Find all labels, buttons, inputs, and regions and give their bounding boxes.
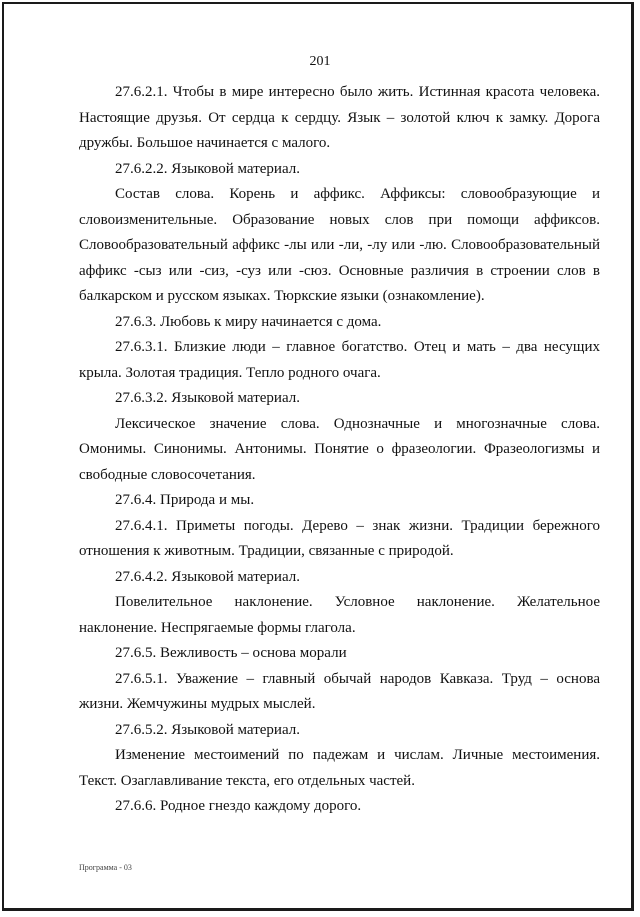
document-body	[79, 80, 600, 820]
heading-27-6-2-2: 27.6.2.2. Языковой материал.	[115, 160, 300, 177]
heading-27-6-5-2: 27.6.5.2. Языковой материал.	[115, 721, 300, 738]
heading-27-6-5: 27.6.5. Вежливость – основа морали	[115, 645, 347, 661]
heading-27-6-6: 27.6.6. Родное гнездо каждому дорого.	[115, 798, 362, 814]
heading-27-6-4-2: 27.6.4.2. Языковой материал.	[115, 568, 300, 585]
heading-27-6-3-2: 27.6.3.2. Языковой материал.	[115, 390, 300, 406]
paragraph-27-6-4-1: 27.6.4.1. Приметы погоды. Дерево – знак жизни. Традиции бережного отношения к животным. Традиции, связанные с природой.	[79, 517, 600, 559]
page-number: 201	[309, 54, 331, 69]
paragraph-lexical-meaning: Лексическое значение слова. Однозначные и многозначные слова. Омонимы. Синонимы. Антонимы. Понятие о фразеологии. Фразеологизмы и свободные словосочетания.	[79, 415, 600, 483]
heading-27-6-3: 27.6.3. Любовь к миру начинается с дома.	[115, 313, 382, 330]
paragraph-word-structure: Состав слова. Корень и аффикс. Аффиксы: словообразующие и словоизменительные. Образование новых слов при помощи аффиксов. Словообразовательный аффикс -лы или -ли, -лу или -лю. Словообразовательный аффикс -сыз или -сиз, -суз или -сюз. Основные различия в строении слов в балкарском и русском языках. Тюркские языки (ознакомление).	[79, 186, 600, 304]
footer-note: Программа - 03	[79, 863, 132, 872]
paragraph-moods: Повелительное наклонение. Условное наклонение. Желательное наклонение. Неспрягаемые формы глагола.	[79, 594, 600, 636]
heading-27-6-4: 27.6.4. Природа и мы.	[115, 492, 255, 508]
paragraph-27-6-5-1: 27.6.5.1. Уважение – главный обычай народов Кавказа. Труд – основа жизни. Жемчужины мудрых мыслей.	[79, 670, 600, 712]
paragraph-27-6-2-1: 27.6.2.1. Чтобы в мире интересно было жить. Истинная красота человека. Настоящие друзья. От сердца к сердцу. Язык – золотой ключ к замку. Дорога дружбы. Большое начинается с малого.	[79, 84, 600, 151]
paragraph-27-6-3-1: 27.6.3.1. Близкие люди – главное богатство. Отец и мать – два несущих крыла. Золотая традиция. Тепло родного очага.	[79, 339, 600, 381]
paragraph-pronouns: Изменение местоимений по падежам и числам. Личные местоимения. Текст. Озаглавливание текста, его отдельных частей.	[79, 747, 600, 789]
